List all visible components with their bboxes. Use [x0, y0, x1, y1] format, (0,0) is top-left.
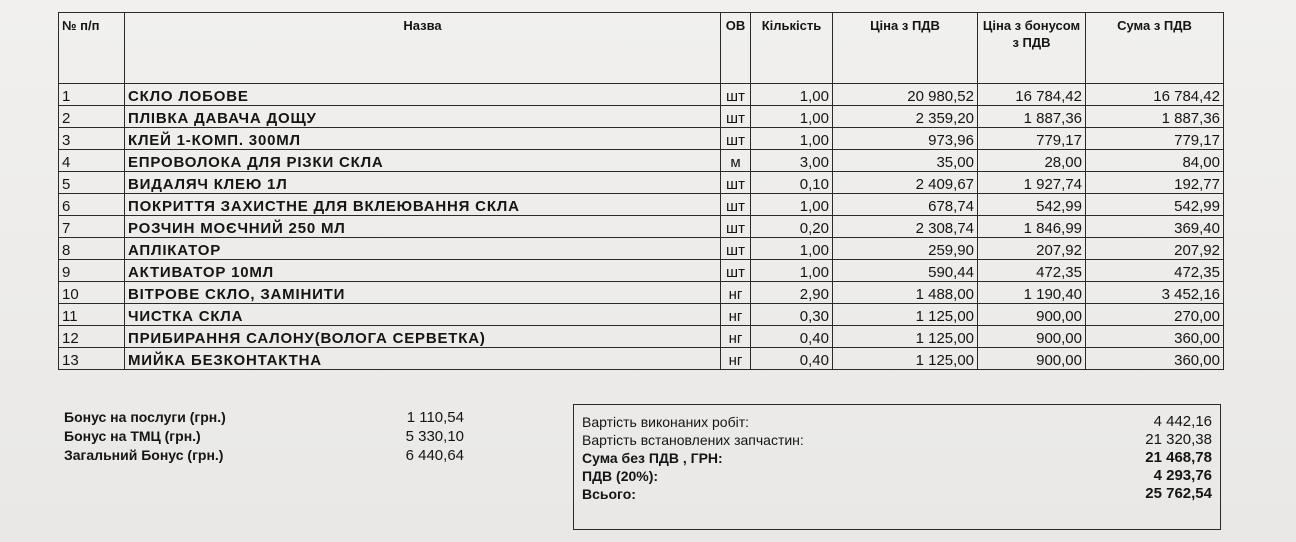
row-price: 2 359,20 [833, 106, 978, 128]
row-sum: 192,77 [1086, 172, 1224, 194]
header-name: Назва [125, 13, 721, 84]
row-bonus-price: 900,00 [978, 304, 1086, 326]
row-price: 1 125,00 [833, 348, 978, 370]
table-row [59, 216, 1224, 238]
row-num: 7 [59, 216, 125, 238]
bonus-label: Бонус на ТМЦ (грн.) [64, 428, 201, 444]
table-header-row [59, 13, 1224, 84]
row-sum: 3 452,16 [1086, 282, 1224, 304]
totals-box [573, 404, 1221, 530]
row-name: ПОКРИТТЯ ЗАХИСТНЕ ДЛЯ ВКЛЕЮВАННЯ СКЛА [125, 194, 721, 216]
row-price: 1 488,00 [833, 282, 978, 304]
row-num: 6 [59, 194, 125, 216]
totals-value: 21 320,38 [1145, 431, 1212, 448]
row-unit: нг [721, 348, 751, 370]
row-price: 259,90 [833, 238, 978, 260]
header-unit: ОВ [721, 13, 751, 84]
table-row [59, 348, 1224, 370]
table-row [59, 260, 1224, 282]
totals-label: ПДВ (20%): [582, 468, 659, 484]
row-name: ПРИБИРАННЯ САЛОНУ(ВОЛОГА СЕРВЕТКА) [125, 326, 721, 348]
totals-label: Вартість виконаних робіт: [582, 414, 750, 430]
row-qty: 2,90 [751, 282, 833, 304]
row-qty: 1,00 [751, 128, 833, 150]
row-sum: 270,00 [1086, 304, 1224, 326]
row-unit: шт [721, 194, 751, 216]
bonus-value: 1 110,54 [406, 409, 464, 426]
totals-row-works [582, 413, 1212, 431]
row-name: ПЛІВКА ДАВАЧА ДОЩУ [125, 106, 721, 128]
row-price: 973,96 [833, 128, 978, 150]
totals-label: Вартість встановлених запчастин: [582, 432, 804, 448]
row-name: РОЗЧИН МОЄЧНИЙ 250 МЛ [125, 216, 721, 238]
row-unit: шт [721, 238, 751, 260]
bonus-value: 5 330,10 [405, 428, 464, 445]
bonus-row-services [64, 408, 464, 427]
row-name: ЧИСТКА СКЛА [125, 304, 721, 326]
row-name: АКТИВАТОР 10МЛ [125, 260, 721, 282]
bonus-label: Бонус на послуги (грн.) [64, 409, 226, 425]
row-qty: 1,00 [751, 194, 833, 216]
row-num: 1 [59, 84, 125, 106]
row-price: 1 125,00 [833, 326, 978, 348]
row-name: МИЙКА БЕЗКОНТАКТНА [125, 348, 721, 370]
bonus-value: 6 440,64 [405, 447, 464, 464]
row-sum: 360,00 [1086, 348, 1224, 370]
table-row [59, 304, 1224, 326]
row-sum: 369,40 [1086, 216, 1224, 238]
totals-value: 4 442,16 [1153, 413, 1212, 430]
totals-row-net [582, 449, 1212, 467]
row-qty: 1,00 [751, 238, 833, 260]
row-unit: шт [721, 260, 751, 282]
row-name: СКЛО ЛОБОВЕ [125, 84, 721, 106]
row-unit: нг [721, 282, 751, 304]
bonus-row-total [64, 446, 464, 465]
row-bonus-price: 472,35 [978, 260, 1086, 282]
row-num: 11 [59, 304, 125, 326]
row-price: 678,74 [833, 194, 978, 216]
row-bonus-price: 779,17 [978, 128, 1086, 150]
header-sum: Сума з ПДВ [1086, 13, 1224, 84]
table-row [59, 128, 1224, 150]
row-sum: 84,00 [1086, 150, 1224, 172]
row-unit: нг [721, 326, 751, 348]
totals-row-vat [582, 467, 1212, 485]
row-bonus-price: 900,00 [978, 348, 1086, 370]
row-qty: 1,00 [751, 260, 833, 282]
row-sum: 207,92 [1086, 238, 1224, 260]
row-num: 13 [59, 348, 125, 370]
row-unit: шт [721, 106, 751, 128]
row-unit: шт [721, 128, 751, 150]
row-qty: 1,00 [751, 106, 833, 128]
table-row [59, 172, 1224, 194]
row-unit: шт [721, 172, 751, 194]
row-qty: 0,40 [751, 326, 833, 348]
row-bonus-price: 1 190,40 [978, 282, 1086, 304]
table-row [59, 326, 1224, 348]
totals-value: 21 468,78 [1145, 449, 1212, 466]
row-qty: 0,20 [751, 216, 833, 238]
totals-value: 4 293,76 [1153, 467, 1212, 484]
table-row [59, 84, 1224, 106]
table-row [59, 106, 1224, 128]
totals-label: Всього: [582, 486, 636, 502]
row-bonus-price: 207,92 [978, 238, 1086, 260]
row-sum: 472,35 [1086, 260, 1224, 282]
row-bonus-price: 28,00 [978, 150, 1086, 172]
totals-value: 25 762,54 [1145, 485, 1212, 502]
row-bonus-price: 1 927,74 [978, 172, 1086, 194]
row-qty: 0,30 [751, 304, 833, 326]
totals-row-grand [582, 485, 1212, 503]
row-num: 9 [59, 260, 125, 282]
table-row [59, 238, 1224, 260]
row-sum: 779,17 [1086, 128, 1224, 150]
row-num: 10 [59, 282, 125, 304]
row-bonus-price: 542,99 [978, 194, 1086, 216]
row-num: 5 [59, 172, 125, 194]
row-bonus-price: 1 887,36 [978, 106, 1086, 128]
row-qty: 0,10 [751, 172, 833, 194]
row-qty: 3,00 [751, 150, 833, 172]
row-unit: шт [721, 216, 751, 238]
row-name: ВІТРОВЕ СКЛО, ЗАМІНИТИ [125, 282, 721, 304]
row-name: ВИДАЛЯЧ КЛЕЮ 1Л [125, 172, 721, 194]
row-name: КЛЕЙ 1-КОМП. 300МЛ [125, 128, 721, 150]
bonus-summary [64, 408, 464, 465]
row-bonus-price: 900,00 [978, 326, 1086, 348]
row-num: 4 [59, 150, 125, 172]
row-bonus-price: 16 784,42 [978, 84, 1086, 106]
row-name: АПЛІКАТОР [125, 238, 721, 260]
row-price: 1 125,00 [833, 304, 978, 326]
row-name: ЕПРОВОЛОКА ДЛЯ РІЗКИ СКЛА [125, 150, 721, 172]
row-num: 12 [59, 326, 125, 348]
items-table [58, 12, 1224, 370]
bonus-label: Загальний Бонус (грн.) [64, 447, 224, 463]
totals-row-parts [582, 431, 1212, 449]
row-num: 8 [59, 238, 125, 260]
row-price: 20 980,52 [833, 84, 978, 106]
row-sum: 360,00 [1086, 326, 1224, 348]
row-num: 3 [59, 128, 125, 150]
row-price: 2 308,74 [833, 216, 978, 238]
row-unit: нг [721, 304, 751, 326]
row-sum: 542,99 [1086, 194, 1224, 216]
header-qty: Кількість [751, 13, 833, 84]
row-unit: м [721, 150, 751, 172]
row-price: 590,44 [833, 260, 978, 282]
row-price: 35,00 [833, 150, 978, 172]
row-sum: 1 887,36 [1086, 106, 1224, 128]
row-qty: 0,40 [751, 348, 833, 370]
totals-label: Сума без ПДВ , ГРН: [582, 450, 723, 466]
table-row [59, 194, 1224, 216]
row-price: 2 409,67 [833, 172, 978, 194]
row-qty: 1,00 [751, 84, 833, 106]
table-row [59, 150, 1224, 172]
row-num: 2 [59, 106, 125, 128]
table-row [59, 282, 1224, 304]
header-num: № п/п [59, 13, 125, 84]
row-unit: шт [721, 84, 751, 106]
row-bonus-price: 1 846,99 [978, 216, 1086, 238]
row-sum: 16 784,42 [1086, 84, 1224, 106]
header-bonus-price: Ціна з бонусом з ПДВ [978, 13, 1086, 84]
bonus-row-goods [64, 427, 464, 446]
header-price: Ціна з ПДВ [833, 13, 978, 84]
